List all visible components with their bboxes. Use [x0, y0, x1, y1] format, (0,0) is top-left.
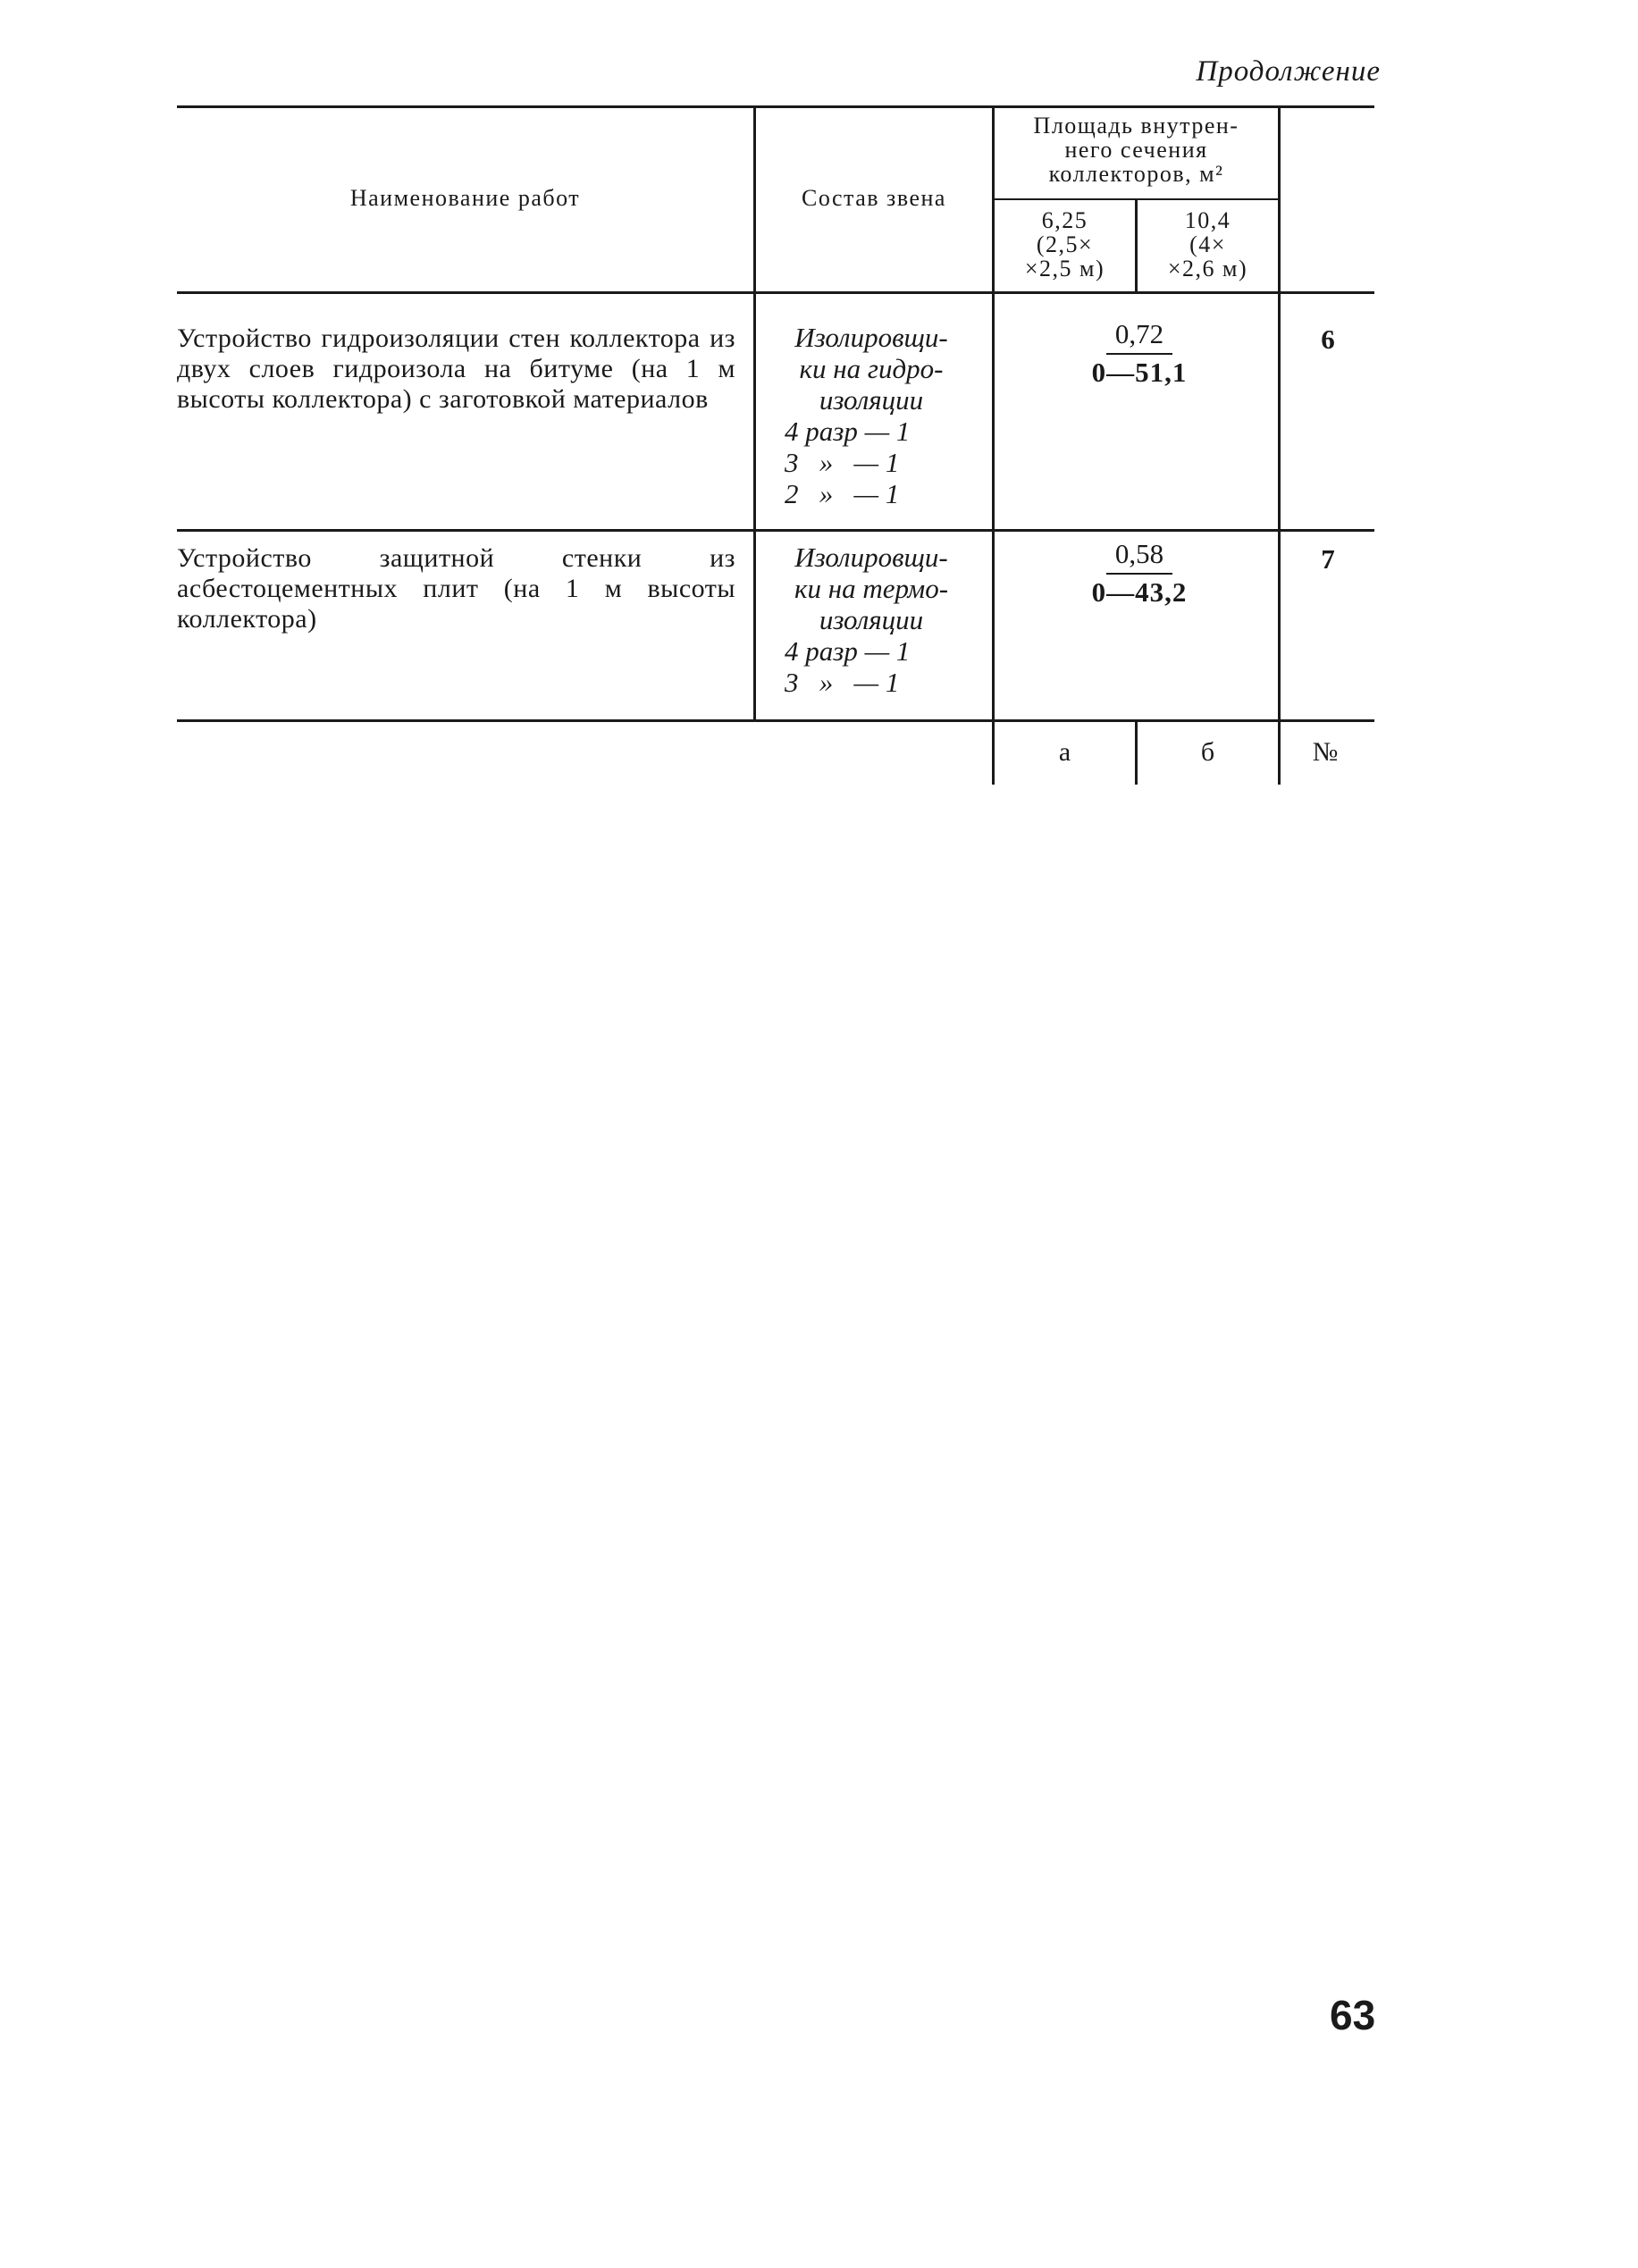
row-1-work: Устройство гидроизоляции стен коллектора из двух слоев гидроизола на битуме (на 1 м высоты коллектора) с заготовкой материалов	[177, 323, 735, 414]
row-2-norm-fraction	[996, 537, 1282, 610]
row-2-grade-1: 4 разр — 1	[785, 635, 911, 667]
footer-col-a: а	[1058, 737, 1071, 767]
row-1-grade-1: 4 разр — 1	[785, 416, 911, 447]
header-col-a: 6,25 (2,5× ×2,5 м)	[1024, 207, 1105, 281]
table-bottom-rule	[177, 719, 1374, 722]
footer-col-number: №	[1312, 737, 1339, 767]
row-1-price: 0—51,1	[1091, 357, 1188, 388]
row-1-grade-2: 3 » — 1	[785, 447, 900, 478]
col-divider-crew-area	[992, 105, 995, 785]
row-1-norm-fraction	[996, 317, 1282, 391]
row-1-norm: 0,72	[1106, 317, 1172, 355]
header-bottom-rule	[177, 291, 1374, 294]
row-separator-rule	[177, 529, 1374, 532]
row-2-price: 0—43,2	[1091, 576, 1188, 608]
header-work: Наименование работ	[349, 185, 581, 211]
continuation-label: Продолжение	[1196, 55, 1381, 88]
row-1-crew-title: Изолировщи- ки на гидро- изоляции	[794, 322, 948, 416]
row-1-grade-3: 2 » — 1	[785, 478, 900, 509]
header-area: Площадь внутрен- него сечения коллекторов, м²	[1033, 113, 1239, 187]
row-2-norm: 0,58	[1106, 537, 1172, 575]
row-1-crew	[769, 322, 974, 509]
page-number: 63	[1330, 1992, 1376, 2038]
row-1-number: 6	[1321, 323, 1335, 355]
row-2-number: 7	[1321, 543, 1335, 575]
row-2-crew	[769, 542, 974, 698]
header-col-b: 10,4 (4× ×2,6 м)	[1167, 207, 1248, 281]
col-divider-area-number	[1278, 105, 1281, 785]
table-top-rule	[177, 105, 1374, 108]
row-2-crew-title: Изолировщи- ки на термо- изоляции	[794, 542, 949, 635]
header-crew: Состав звена	[802, 185, 946, 211]
row-2-work: Устройство защитной стенки из асбестоцементных плит (на 1 м высоты коллектора)	[177, 543, 735, 634]
row-2-grade-2: 3 » — 1	[785, 667, 900, 698]
footer-col-b: б	[1200, 737, 1215, 767]
